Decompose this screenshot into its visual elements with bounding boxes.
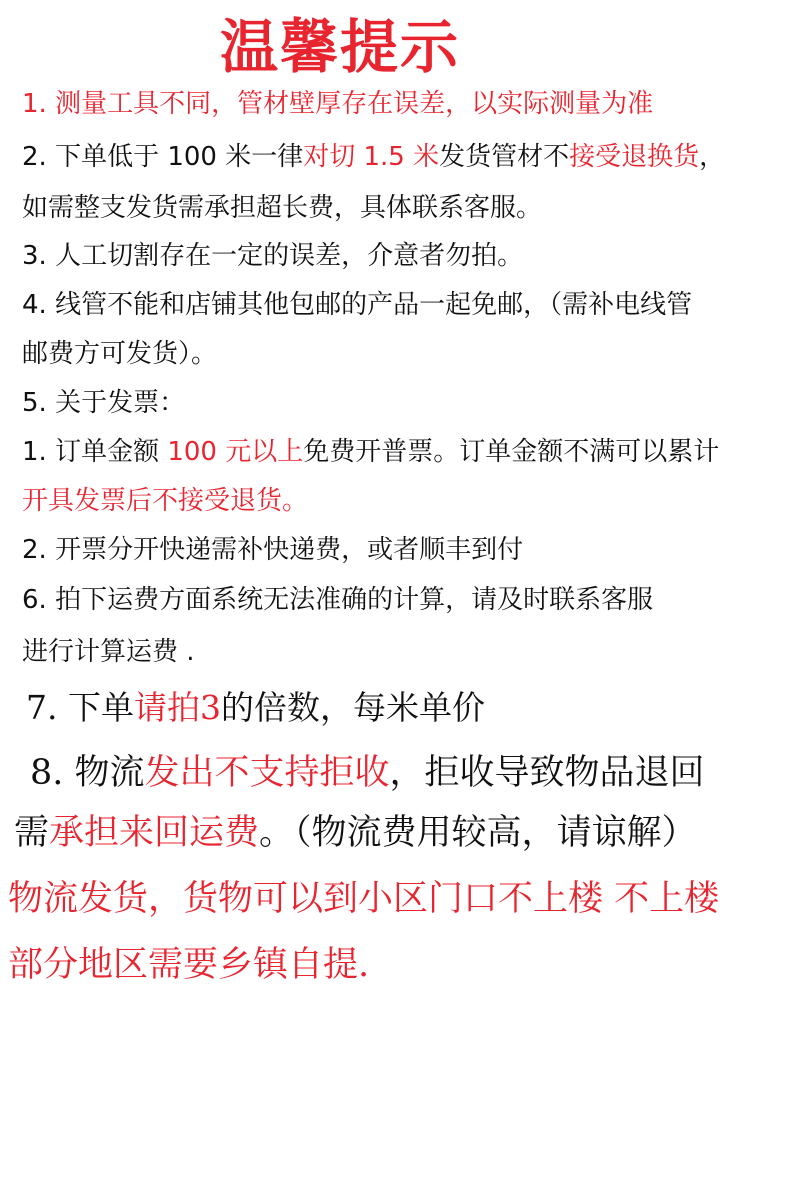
notice-line-3: 如需整支发货需承担超长费，具体联系客服。 xyxy=(22,193,543,223)
notice-line-4: 3. 人工切割存在一定的误差，介意者勿拍。 xyxy=(22,241,524,271)
line-14-text-b: 发出不支持拒收 xyxy=(144,753,390,793)
notice-line-5: 4. 线管不能和店铺其他包邮的产品一起免邮，（需补电线管 xyxy=(22,290,693,320)
notice-line-11: 6. 拍下运费方面系统无法准确的计算，请及时联系客服 xyxy=(22,585,654,615)
line-15-text-c: 。（物流费用较高，请谅解） xyxy=(259,813,697,853)
line-13-text-b: 请拍3 xyxy=(133,688,221,727)
line-2-text-a: 2. 下单低于 100 米一律 xyxy=(22,142,304,172)
notice-line-15 xyxy=(14,810,697,856)
line-14-text-c: ，拒收导致物品退回 xyxy=(389,753,705,793)
notice-line-10: 2. 开票分开快递需补快递费，或者顺丰到付 xyxy=(22,535,524,565)
notice-line-17: 部分地区需要乡镇自提. xyxy=(8,945,370,985)
notice-line-7: 5. 关于发票： xyxy=(22,388,186,418)
notice-line-8 xyxy=(22,434,719,470)
line-8-text-c: 免费开普票。订单金额不满可以累计 xyxy=(303,437,720,467)
line-2-text-b: 对切 1.5 米 xyxy=(303,142,440,172)
line-14-text-a: 8. 物流 xyxy=(30,753,145,793)
notice-line-2 xyxy=(22,139,725,175)
line-2-text-c: 发货管材不 xyxy=(439,142,570,172)
notice-line-13 xyxy=(26,686,485,730)
line-15-text-b: 承担来回运费 xyxy=(49,813,260,853)
notice-line-14 xyxy=(30,750,705,796)
notice-title: 温馨提示 xyxy=(219,13,460,81)
notice-line-16: 物流发货，货物可以到小区门口不上楼 不上楼 xyxy=(8,879,720,919)
line-13-text-c: 的倍数，每米单价 xyxy=(220,688,485,727)
notice-line-1: 1. 测量工具不同，管材壁厚存在误差，以实际测量为准 xyxy=(22,89,654,119)
line-2-text-e: ， xyxy=(699,142,726,172)
line-8-text-b: 100 元以上 xyxy=(167,437,304,467)
line-2-text-d: 接受退换货 xyxy=(569,142,700,172)
notice-line-6: 邮费方可发货）。 xyxy=(22,339,218,369)
line-15-text-a: 需 xyxy=(14,813,50,853)
notice-line-12: 进行计算运费 . xyxy=(22,637,195,667)
line-8-text-a: 1. 订单金额 xyxy=(22,437,168,467)
line-13-text-a: 7. 下单 xyxy=(26,688,134,727)
notice-line-9: 开具发票后不接受退货。 xyxy=(22,486,309,516)
